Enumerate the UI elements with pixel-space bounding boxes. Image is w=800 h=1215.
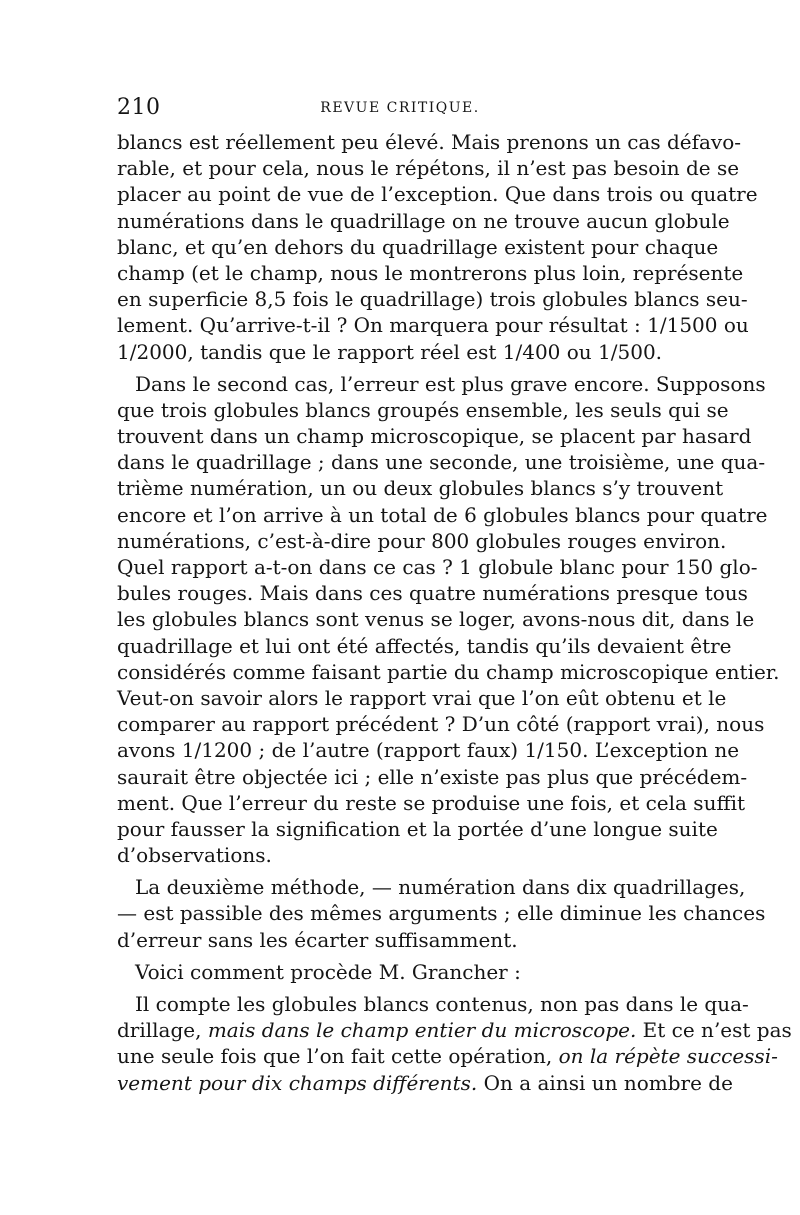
text-segment: ment. Que l’erreur du reste se produise une fois, et cela suffit [117,790,746,815]
text-line [117,312,749,338]
text-segment: Voici comment procède M. Grancher : [135,959,521,984]
text-line [117,208,730,234]
text-line [117,959,683,985]
text-segment: drillage, [117,1018,208,1043]
text-segment: d’observations. [117,843,272,868]
text-segment: en superficie 8,5 fois le quadrillage) trois globules blancs seu- [117,287,748,312]
text-line [117,1043,778,1069]
text-line [117,927,683,953]
text-line [117,554,758,580]
text-line [117,685,727,711]
text-segment: une seule fois que l’on fait cette opération, [117,1044,559,1069]
text-segment: dans le quadrillage ; dans une seconde, une troisième, une qua- [117,450,766,475]
text-segment: rable, et pour cela, nous le répétons, il n’est pas besoin de se [117,156,740,181]
text-line [117,129,742,155]
text-line [117,580,748,606]
text-line [117,475,724,501]
text-segment: encore et l’on arrive à un total de 6 globules blancs pour quatre [117,502,768,527]
text-line [117,737,740,763]
running-head: REVUE CRITIQUE. [320,100,480,116]
text-line [117,816,718,842]
text-segment: avons 1/1200 ; de l’autre (rapport faux) 1/150. L’exception ne [117,738,740,763]
text-segment: 1/2000, tandis que le rapport réel est 1/400 ou 1/500. [117,339,663,364]
text-segment: lement. Qu’arrive-t-il ? On marquera pour résultat : 1/1500 ou [117,313,749,338]
text-line [117,260,744,286]
text-segment: Il compte les globules blancs contenus, non pas dans le qua- [135,992,749,1016]
text-segment: Quel rapport a-t-on dans ce cas ? 1 globule blanc pour 150 glo- [117,555,758,579]
text-segment: Et ce n’est pas [636,1018,792,1043]
paragraph [117,874,766,953]
text-line [117,900,766,926]
text-line [117,181,758,207]
text-line [117,1070,733,1096]
text-line [117,659,780,685]
text-segment: numérations, c’est-à-dire pour 800 globules rouges environ. [117,528,727,553]
body-text [117,129,792,1102]
text-segment: La deuxième méthode, — numération dans dix quadrillages, [135,875,746,900]
text-segment: Dans le second cas, l’erreur est plus grave encore. Supposons [135,371,766,396]
text-line [117,711,765,737]
text-line [117,790,746,816]
text-line [117,502,768,528]
text-segment: Veut-on savoir alors le rapport vrai que l’on eût obtenu et le [117,685,727,710]
text-segment: saurait être objectée ici ; elle n’existe pas plus que précédem- [117,764,748,789]
paragraph [117,991,792,1096]
text-line [117,991,749,1017]
text-segment: considérés comme faisant partie du champ microscopique entier. [117,659,780,684]
text-line [117,528,727,554]
text-segment: trième numération, un ou deux globules blancs s’y trouvent [117,476,724,501]
text-segment: comparer au rapport précédent ? D’un côté (rapport vrai), nous [117,712,765,737]
text-segment: champ (et le champ, nous le montrerons plus loin, représente [117,260,744,285]
text-segment: d’erreur sans les écarter suffisamment. [117,927,518,952]
text-line [117,371,766,397]
text-segment: — est passible des mêmes arguments ; elle diminue les chances [117,901,766,926]
text-line [117,842,683,868]
text-line [117,234,719,260]
text-line [117,1017,792,1043]
text-segment: On a ainsi un nombre de [477,1070,733,1095]
text-segment: quadrillage et lui ont été affectés, tandis qu’ils devaient être [117,633,732,658]
text-segment: bules rouges. Mais dans ces quatre numérations presque tous [117,581,748,606]
text-line [117,339,683,365]
text-segment: les globules blancs sont venus se loger, avons-nous dit, dans le [117,607,755,632]
text-line [117,397,729,423]
italic-text: vement pour dix champs différents. [117,1070,478,1095]
text-segment: trouvent dans un champ microscopique, se placent par hasard [117,424,752,449]
italic-text: on la répète successi- [558,1044,778,1069]
text-line [117,155,740,181]
page-number: 210 [117,95,161,120]
page-header [117,95,683,125]
text-segment: blanc, et qu’en dehors du quadrillage existent pour chaque [117,234,719,259]
paragraph [117,959,683,985]
text-line [117,874,746,900]
text-line [117,286,748,312]
text-segment: placer au point de vue de l’exception. Que dans trois ou quatre [117,182,758,207]
text-segment: que trois globules blancs groupés ensemble, les seuls qui se [117,397,729,422]
text-line [117,423,752,449]
text-line [117,633,732,659]
text-line [117,449,766,475]
paragraph [117,371,780,869]
text-segment: numérations dans le quadrillage on ne trouve aucun globule [117,208,730,233]
text-segment: blancs est réellement peu élevé. Mais prenons un cas défavo- [117,130,742,154]
text-line [117,764,748,790]
text-line [117,606,755,632]
text-segment: pour fausser la signification et la portée d’une longue suite [117,816,718,841]
paragraph [117,129,758,365]
italic-text: mais dans le champ entier du microscope. [207,1018,637,1043]
